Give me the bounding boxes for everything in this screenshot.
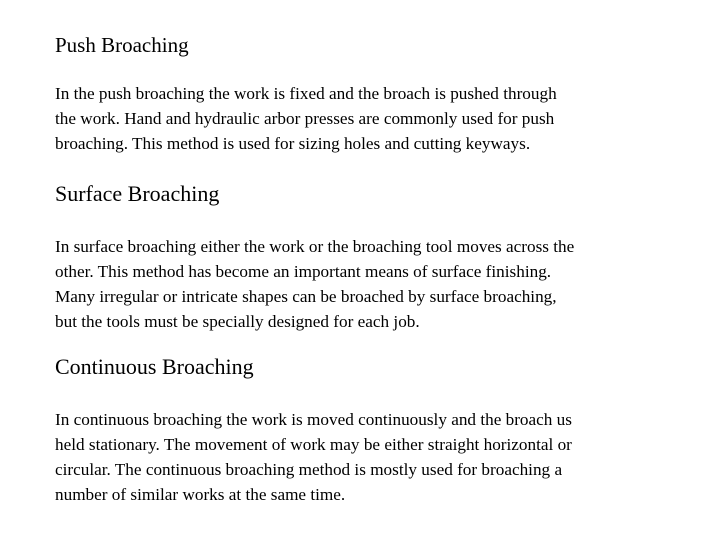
section-title: Continuous Broaching [55,354,254,379]
paragraph-line: broaching. This method is used for sizing holes and cutting keyways. [55,134,531,153]
paragraph-line: In surface broaching either the work or the broaching tool moves across the [55,237,575,256]
section-paragraph [55,234,574,334]
paragraph-line: Many irregular or intricate shapes can be broached by surface broaching, [55,287,557,306]
paragraph-line: In the push broaching the work is fixed and the broach is pushed through [55,84,557,103]
section-paragraph [55,81,557,156]
paragraph-line: number of similar works at the same time. [55,485,346,504]
paragraph-line: held stationary. The movement of work may be either straight horizontal or [55,435,572,454]
section-title: Surface Broaching [55,181,220,206]
section-paragraph [55,407,572,507]
paragraph-line: other. This method has become an important means of surface finishing. [55,262,552,281]
paragraph-line: but the tools must be specially designed for each job. [55,312,420,331]
section-continuous-broaching [55,352,572,507]
paragraph-line: In continuous broaching the work is moved continuously and the broach us [55,410,572,429]
section-push-broaching [55,30,557,156]
section-title: Push Broaching [55,33,189,57]
section-surface-broaching [55,179,574,334]
paragraph-line: the work. Hand and hydraulic arbor presses are commonly used for push [55,109,555,128]
paragraph-line: circular. The continuous broaching method is mostly used for broaching a [55,460,563,479]
